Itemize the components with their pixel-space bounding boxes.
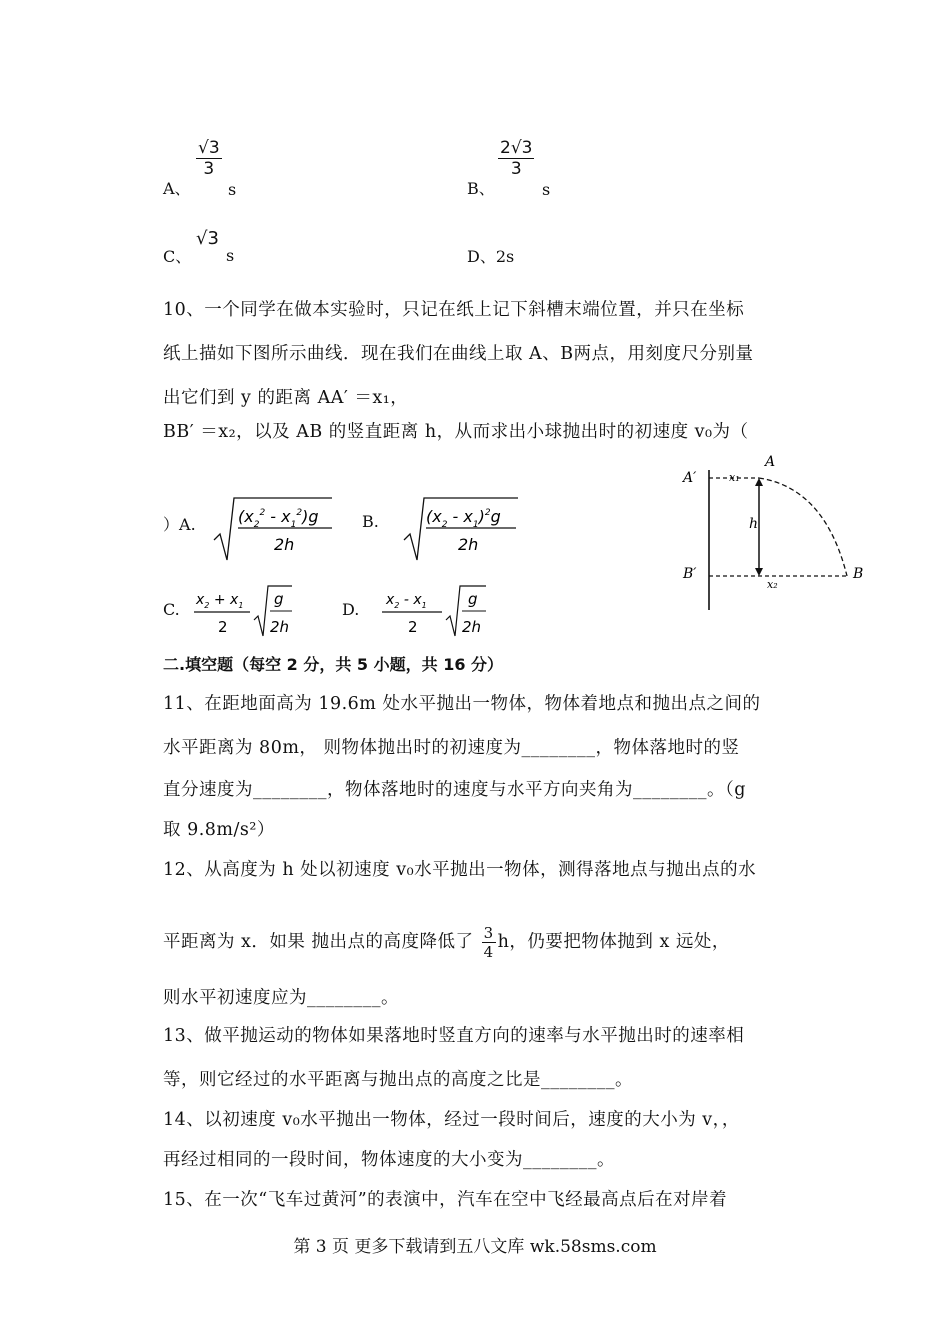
option-b-fraction [498,138,534,179]
q12-line2 [163,924,730,961]
q10-option-d-g: g [468,590,478,608]
svg-text:x2 + x1: $x_2 + x_1$ [196,592,244,610]
q10-paren-close: ） [163,515,180,534]
q10-option-a [163,512,196,535]
q10-option-b-label: B. [362,512,379,531]
q10-option-c-g-den: 2h [270,618,290,636]
label-h: h [749,516,759,532]
q10-line4: BB′ ＝x₂，以及 AB 的竖直距离 h，从而求出小球抛出时的初速度 v₀为（ [163,422,749,442]
option-c-unit: s [226,246,235,265]
q14-line1: 14、以初速度 v₀水平抛出一物体，经过一段时间后，速度的大小为 v，， [163,1110,740,1130]
option-a-unit: s [228,180,237,199]
option-a-numerator: √3 [198,138,220,158]
q11-line4: 取 9.8m/s²） [163,820,275,840]
label-a-prime: A′ [683,470,697,486]
option-d-label: D、 [467,247,496,266]
q10-line3: 出它们到 y 的距离 AA′ ＝x₁， [163,388,409,408]
page-footer: 第 3 页 更多下载请到五八文库 wk.58sms.com [293,1237,657,1257]
option-a [163,176,191,199]
q13-line1: 13、做平抛运动的物体如果落地时竖直方向的速率与水平抛出时的速率相 [163,1026,745,1046]
q10-option-b-formula [402,494,520,564]
option-a-label: A、 [163,179,191,198]
option-b-label: B、 [467,179,495,198]
q13-line2: 等，则它经过的水平距离与抛出点的高度之比是________。 [163,1070,633,1090]
label-b-prime: B′ [683,566,697,582]
label-x1: x₁ [729,471,740,484]
q11-line3: 直分速度为________，物体落地时的速度与水平方向夹角为________。（g [163,780,746,800]
option-b-denominator: 3 [510,159,522,179]
q12-line1: 12、从高度为 h 处以初速度 v₀水平抛出一物体，测得落地点与抛出点的水 [163,860,757,880]
q10-option-d-den: 2 [408,618,418,636]
q12-fraction-den: 4 [483,943,494,961]
option-a-denominator: 3 [203,159,215,179]
option-d-value: 2s [495,247,515,266]
q12-line2-start: 平距离为 x．如果 抛出点的高度降低了 [163,932,474,952]
q10-line2: 纸上描如下图所示曲线．现在我们在曲线上取 A、B两点，用刻度尺分别量 [163,344,754,364]
q10-option-a-den: 2h [274,535,295,554]
q12-line2-end: h，仍要把物体抛到 x 远处， [497,932,730,952]
q10-option-d-label: D. [342,600,360,619]
q10-option-c-den: 2 [218,618,228,636]
q10-option-c-formula [192,582,294,638]
q10-option-c-g: g [274,590,284,608]
q10-option-a-formula [212,494,334,564]
q12-fraction [482,924,496,961]
svg-text:x2 - x1: $x_2 - x_1$ [386,592,427,610]
label-a: A [765,454,776,470]
svg-text:(x2 - x1)2g: $(x_2 - x_1)^2g$ [426,507,501,530]
option-b-unit: s [542,180,551,199]
q10-option-b-den: 2h [458,535,479,554]
q10-option-c-label: C. [163,600,180,619]
label-x2: x₂ [767,578,778,591]
option-d [467,244,514,267]
q10-option-d-g-den: 2h [462,618,482,636]
trajectory-curve [759,478,847,576]
svg-text:(x22 - x12)g: $(x_2^2 - x_1^2)g$ [238,507,319,530]
q14-line2: 再经过相同的一段时间，物体速度的大小变为________。 [163,1150,615,1170]
q11-line1: 11、在距地面高为 19.6m 处水平抛出一物体，物体着地点和抛出点之间的 [163,694,761,714]
option-a-fraction [196,138,222,179]
q10-line1: 10、一个同学在做本实验时，只记在纸上记下斜槽末端位置，并只在坐标 [163,300,745,320]
q10-option-a-label: A. [179,515,196,534]
label-b: B [853,566,864,582]
option-b-numerator: 2√3 [500,138,533,158]
option-c-radical: √3 [196,228,219,249]
q10-option-d-formula [380,582,490,638]
section-2-heading: 二.填空题（每空 2 分，共 5 小题，共 16 分） [163,655,504,674]
option-c-label: C、 [163,247,192,266]
q12-line3: 则水平初速度应为________。 [163,988,399,1008]
q12-fraction-num: 3 [483,924,494,942]
q15-line1: 15、在一次“飞车过黄河”的表演中，汽车在空中飞经最高点后在对岸着 [163,1190,728,1210]
projectile-diagram [675,448,875,614]
h-arrow-top [755,478,763,486]
h-arrow-bottom [755,568,763,576]
q11-line2: 水平距离为 80m， 则物体抛出时的初速度为________，物体落地时的竖 [163,738,740,758]
